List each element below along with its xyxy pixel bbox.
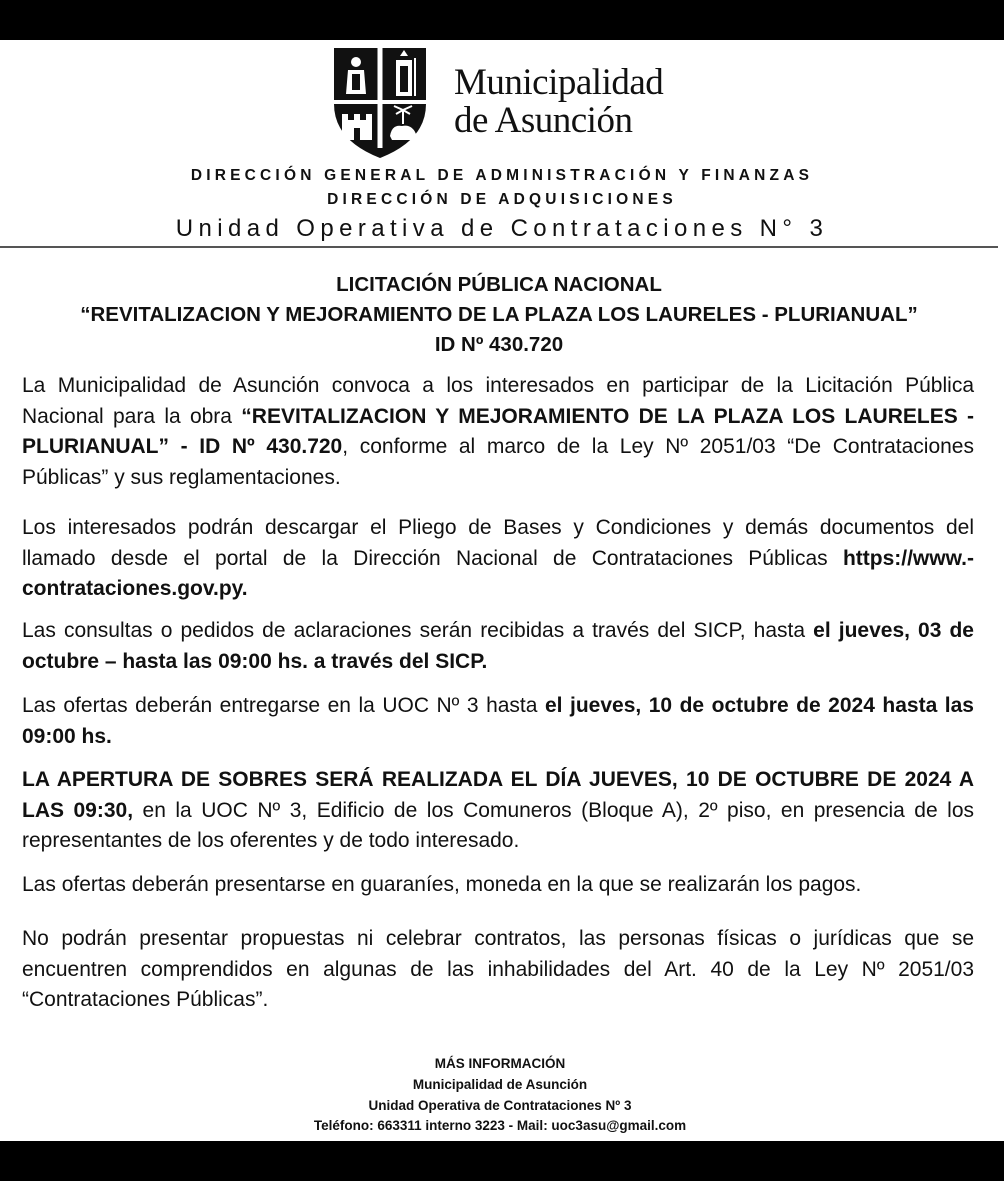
- paragraph-currency: [22, 870, 974, 901]
- p1-project-name: “REVITALIZACION Y MEJORAMIENTO DE LA PLAZA LOS LAURELES - PLURIANUAL” - ID Nº 430.720: [22, 404, 974, 458]
- paragraph-download: [22, 513, 974, 605]
- top-black-bar: [0, 0, 1004, 40]
- p7-text: No podrán presentar propuestas ni celebrar contratos, las personas físicas o jurídicas que se encuentren comprendidos en algunas de las inhabilidades del Art. 40 de la Ley Nº 2051/03 “Contrataciones Públicas”.: [22, 927, 974, 1011]
- title-line-1: LICITACIÓN PÚBLICA NACIONAL: [336, 273, 662, 296]
- brand-line-1: Municipalidad: [454, 62, 664, 103]
- brand-line-2: de Asunción: [454, 100, 633, 141]
- operating-unit: Unidad Operativa de Contrataciones N° 3: [175, 215, 829, 242]
- paragraph-disqualifications: [22, 924, 974, 1016]
- paragraph-opening: [22, 765, 974, 857]
- p3-text-a: Las consultas o pedidos de aclaraciones serán recibidas a través del SICP, hasta: [22, 619, 814, 642]
- p5-opening-date: LA APERTURA DE SOBRES SERÁ REALIZADA EL DÍA JUEVES, 10 DE OCTUBRE DE 2024 A LAS 09:30,: [22, 768, 974, 822]
- department-procurement: DIRECCIÓN DE ADQUISICIONES: [327, 191, 677, 208]
- p2-portal-url: https://www.-contrataciones.gov.py.: [22, 546, 974, 600]
- p4-deadline: el jueves, 10 de octubre de 2024 hasta las 09:00 hs.: [22, 694, 974, 748]
- p2-text-a: Los interesados podrán descargar el Pliego de Bases y Condiciones y demás documentos del llamado desde el portal de la Dirección Nacional de Contrataciones Públicas: [22, 516, 974, 570]
- footer-unit: Unidad Operativa de Contrataciones Nº 3: [368, 1097, 632, 1113]
- notice-title: [20, 270, 978, 360]
- footer-contact: Teléfono: 663311 interno 3223 - Mail: uoc3asu@gmail.com: [313, 1118, 687, 1134]
- header-divider: [0, 246, 998, 248]
- brand-name: [454, 64, 663, 140]
- paragraph-queries: [22, 616, 974, 677]
- title-line-2: “REVITALIZACION Y MEJORAMIENTO DE LA PLAZA LOS LAURELES - PLURIANUAL”: [80, 303, 918, 326]
- footer-heading: MÁS INFORMACIÓN: [434, 1056, 566, 1071]
- p1-text-c: , conforme al marco de la Ley Nº 2051/03 “De Contrataciones Públicas” y sus reglamentaciones.: [22, 435, 974, 489]
- p5-text-b: en la UOC Nº 3, Edificio de los Comuneros (Bloque A), 2º piso, en presencia de los representantes de los oferentes y de todo interesado.: [22, 798, 974, 852]
- logo: [330, 44, 670, 160]
- p6-text: Las ofertas deberán presentarse en guaraníes, moneda en la que se realizarán los pagos.: [22, 873, 862, 896]
- title-line-3: ID Nº 430.720: [434, 333, 564, 356]
- p4-text-a: Las ofertas deberán entregarse en la UOC Nº 3 hasta: [22, 694, 545, 717]
- paragraph-call: [22, 371, 974, 493]
- p1-text-a: La Municipalidad de Asunción convoca a los interesados en participar de la Licitación Pública Nacional para la obra: [22, 374, 974, 428]
- municipal-coat-of-arms-icon: [330, 44, 430, 160]
- footer-organization: Municipalidad de Asunción: [412, 1076, 588, 1092]
- paragraph-offers-delivery: [22, 691, 974, 752]
- p3-deadline: el jueves, 03 de octubre – hasta las 09:00 hs. a través del SICP.: [22, 619, 974, 673]
- department-general: DIRECCIÓN GENERAL DE ADMINISTRACIÓN Y FINANZAS: [190, 167, 814, 184]
- bottom-black-bar: [0, 1141, 1004, 1181]
- contact-footer: [0, 1054, 1000, 1137]
